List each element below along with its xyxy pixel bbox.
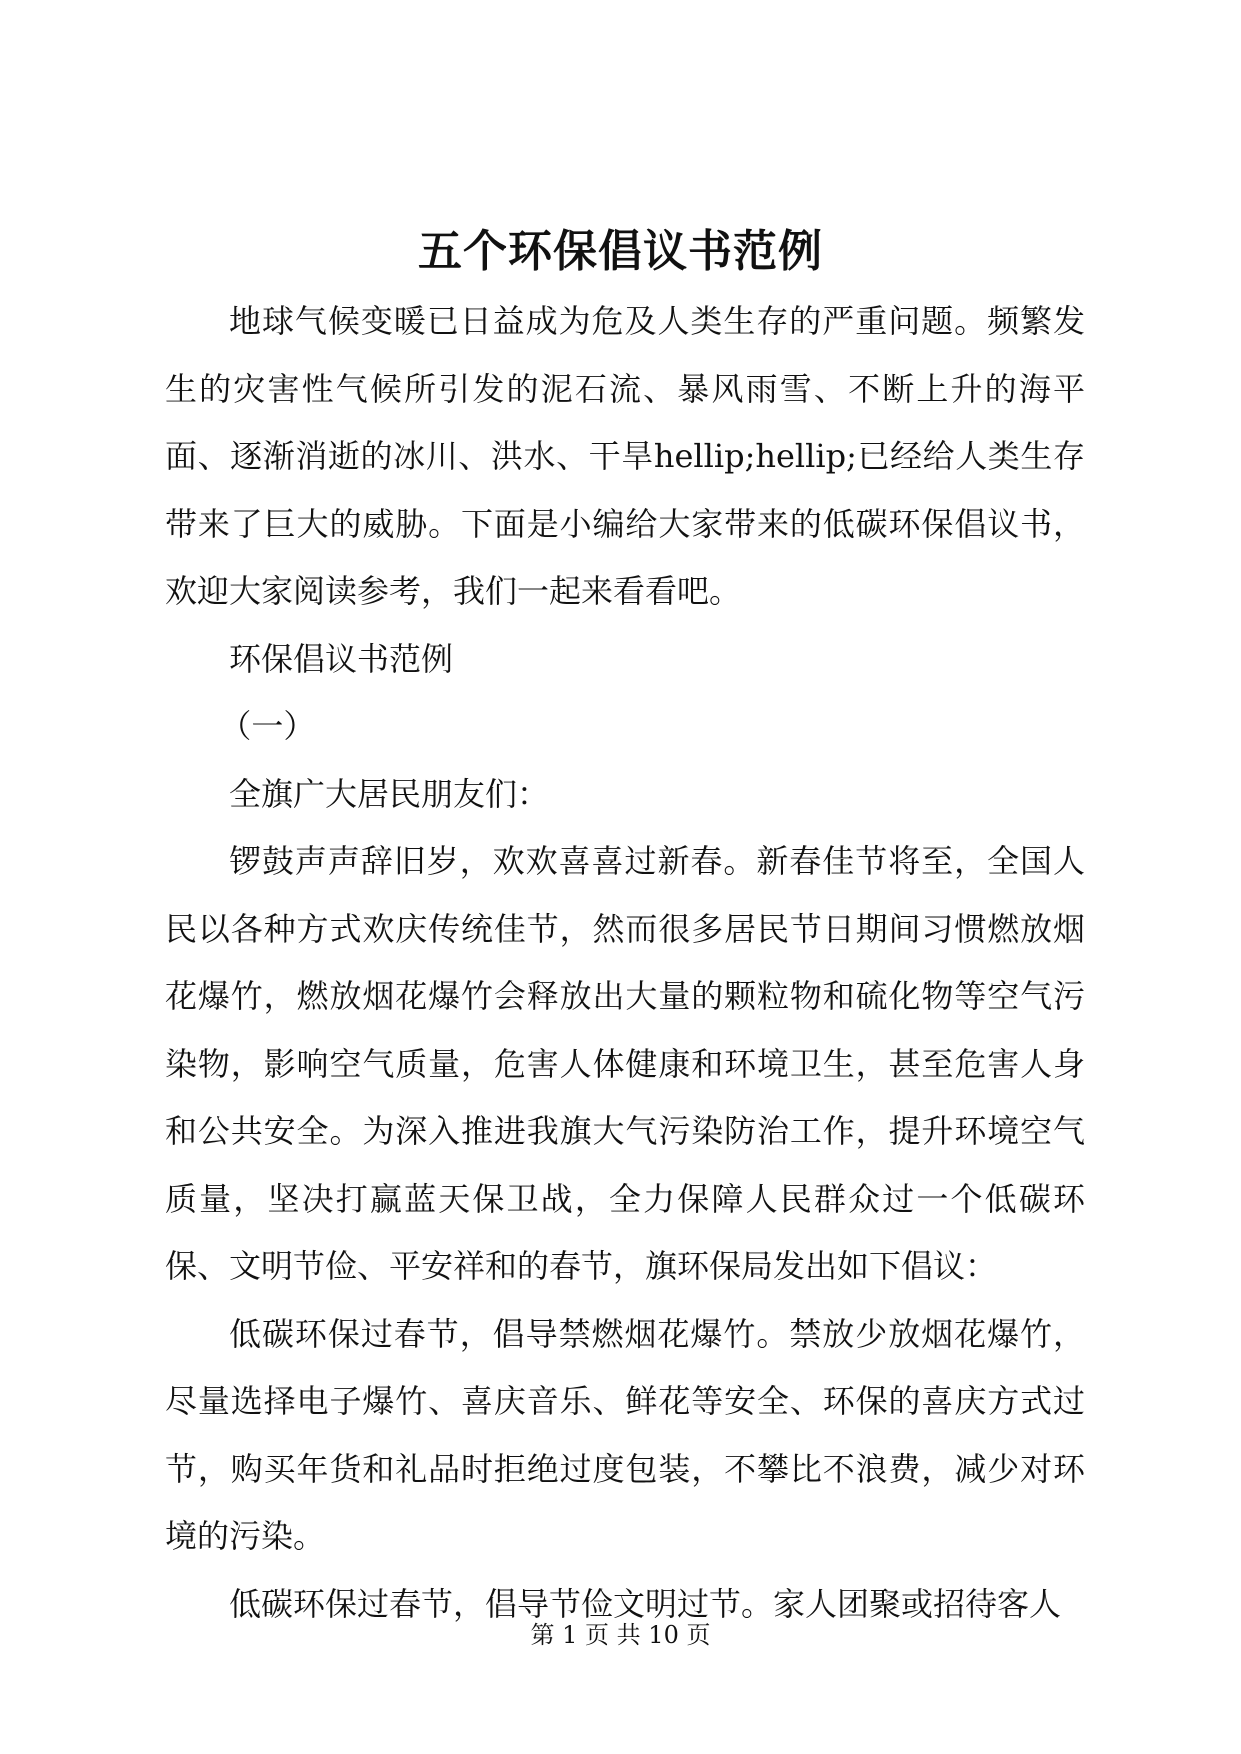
intro-paragraph: 地球气候变暖已日益成为危及人类生存的严重问题。频繁发生的灾害性气候所引发的泥石流、暴风雨雪、不断上升的海平面、逐渐消逝的冰川、洪水、干旱hellip;hellip;已经给人类生存带来了巨大的威胁。下面是小编给大家带来的低碳环保倡议书，欢迎大家阅读参考，我们一起来看看吧。 xyxy=(165,302,1085,610)
page-footer: 第 1 页 共 10 页 xyxy=(530,1621,711,1649)
section-heading: 环保倡议书范例 xyxy=(229,639,454,678)
body-paragraph: 低碳环保过春节，倡导节俭文明过节。家人团聚或招待客人 xyxy=(229,1584,1062,1623)
body-paragraph: 锣鼓声声辞旧岁，欢欢喜喜过新春。新春佳节将至，全国人民以各种方式欢庆传统佳节，然而很多居民节日期间习惯燃放烟花爆竹，燃放烟花爆竹会释放出大量的颗粒物和硫化物等空气污染物，影响空气质量，危害人体健康和环境卫生，甚至危害人身和公共安全。为深入推进我旗大气污染防治工作，提升环境空气质量，坚决打赢蓝天保卫战，全力保障人民群众过一个低碳环保、文明节俭、平安祥和的春节，旗环保局发出如下倡议： xyxy=(165,842,1085,1285)
document-title: 五个环保倡议书范例 xyxy=(418,226,823,277)
document-body xyxy=(165,288,1085,1638)
salutation: 全旗广大居民朋友们： xyxy=(229,774,550,813)
body-paragraph: 低碳环保过春节，倡导禁燃烟花爆竹。禁放少放烟花爆竹，尽量选择电子爆竹、喜庆音乐、鲜花等安全、环保的喜庆方式过节，购买年货和礼品时拒绝过度包装，不攀比不浪费，减少对环境的污染。 xyxy=(165,1314,1085,1555)
section-number: （一） xyxy=(219,707,316,745)
